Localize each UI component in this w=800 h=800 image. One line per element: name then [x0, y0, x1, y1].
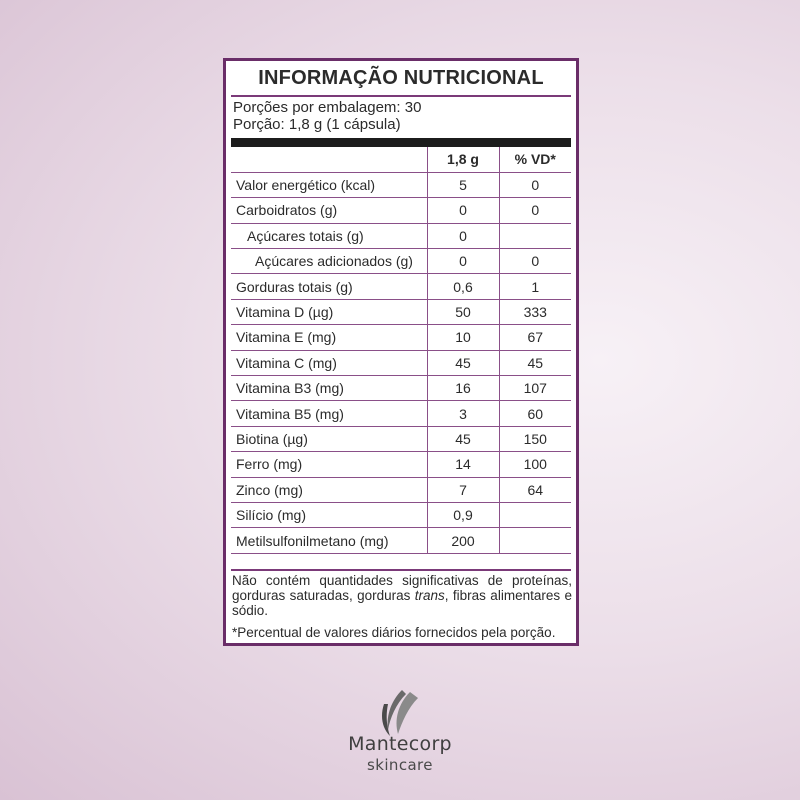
nutrient-amount: 0: [427, 249, 499, 274]
table-row: [231, 376, 571, 401]
footnote-text-part1: Não contém quantidades significativas de proteínas, gorduras saturadas, gorduras: [232, 573, 572, 603]
thick-divider-bar: [231, 138, 571, 147]
nutrition-table: [231, 147, 571, 554]
nutrient-name: Vitamina B3 (mg): [231, 376, 427, 401]
nutrient-amount: 5: [427, 172, 499, 197]
column-header-amount: 1,8 g: [427, 147, 499, 172]
title-divider: [231, 95, 571, 97]
nutrient-vd: 60: [499, 401, 571, 426]
label-title: INFORMAÇÃO NUTRICIONAL: [258, 67, 544, 89]
footnote-vd: *Percentual de valores diários fornecidos pela porção.: [232, 625, 556, 640]
nutrient-vd: 107: [499, 376, 571, 401]
nutrient-vd: 0: [499, 198, 571, 223]
nutrient-name: Vitamina C (mg): [231, 350, 427, 375]
nutrient-name: Gorduras totais (g): [231, 274, 427, 299]
nutrient-name: Silício (mg): [231, 502, 427, 527]
serving-size: Porção: 1,8 g (1 cápsula): [233, 116, 401, 133]
nutrition-table-body: [231, 172, 571, 553]
nutrient-vd: 1: [499, 274, 571, 299]
table-row: [231, 325, 571, 350]
table-row: [231, 223, 571, 248]
footer-divider: [231, 569, 571, 571]
nutrient-vd: 45: [499, 350, 571, 375]
nutrient-amount: 3: [427, 401, 499, 426]
nutrient-name: Metilsulfonilmetano (mg): [231, 528, 427, 553]
nutrient-name: Açúcares totais (g): [231, 223, 427, 248]
nutrient-amount: 200: [427, 528, 499, 553]
table-row: [231, 477, 571, 502]
nutrient-name: Zinco (mg): [231, 477, 427, 502]
nutrient-vd: 150: [499, 426, 571, 451]
nutrient-name: Vitamina D (µg): [231, 299, 427, 324]
nutrient-vd: 0: [499, 249, 571, 274]
table-row: [231, 274, 571, 299]
nutrient-vd: 67: [499, 325, 571, 350]
nutrient-vd: 100: [499, 452, 571, 477]
nutrient-vd: [499, 502, 571, 527]
nutrient-name: Vitamina B5 (mg): [231, 401, 427, 426]
nutrient-vd: [499, 528, 571, 553]
nutrient-vd: 64: [499, 477, 571, 502]
nutrient-amount: 16: [427, 376, 499, 401]
nutrient-amount: 50: [427, 299, 499, 324]
table-row: [231, 401, 571, 426]
nutrition-facts-panel: [223, 58, 579, 646]
nutrient-name: Açúcares adicionados (g): [231, 249, 427, 274]
table-row: [231, 249, 571, 274]
footnote-trans-word: trans: [414, 588, 445, 603]
nutrient-name: Biotina (µg): [231, 426, 427, 451]
brand-name: Mantecorp: [348, 733, 452, 755]
nutrient-vd: 0: [499, 172, 571, 197]
servings-per-package: Porções por embalagem: 30: [233, 99, 422, 116]
table-row: [231, 198, 571, 223]
table-row: [231, 172, 571, 197]
nutrient-amount: 0: [427, 198, 499, 223]
column-header-nutrient: [231, 147, 427, 172]
nutrient-name: Ferro (mg): [231, 452, 427, 477]
nutrient-name: Valor energético (kcal): [231, 172, 427, 197]
table-row: [231, 528, 571, 553]
table-header-row: [231, 147, 571, 172]
nutrient-amount: 7: [427, 477, 499, 502]
footnote-not-significant: [232, 573, 572, 618]
brand-tagline: skincare: [367, 756, 433, 774]
table-row: [231, 452, 571, 477]
nutrient-amount: 0,9: [427, 502, 499, 527]
nutrient-amount: 0,6: [427, 274, 499, 299]
table-row: [231, 502, 571, 527]
nutrient-amount: 0: [427, 223, 499, 248]
nutrient-name: Carboidratos (g): [231, 198, 427, 223]
nutrient-vd: 333: [499, 299, 571, 324]
nutrient-amount: 10: [427, 325, 499, 350]
nutrient-amount: 45: [427, 426, 499, 451]
nutrient-amount: 14: [427, 452, 499, 477]
column-header-vd: % VD*: [499, 147, 571, 172]
footnote-text-part2: , fibras alimentares e sódio.: [232, 588, 572, 618]
table-row: [231, 299, 571, 324]
nutrient-vd: [499, 223, 571, 248]
table-row: [231, 350, 571, 375]
nutrient-amount: 45: [427, 350, 499, 375]
nutrient-name: Vitamina E (mg): [231, 325, 427, 350]
table-row: [231, 426, 571, 451]
